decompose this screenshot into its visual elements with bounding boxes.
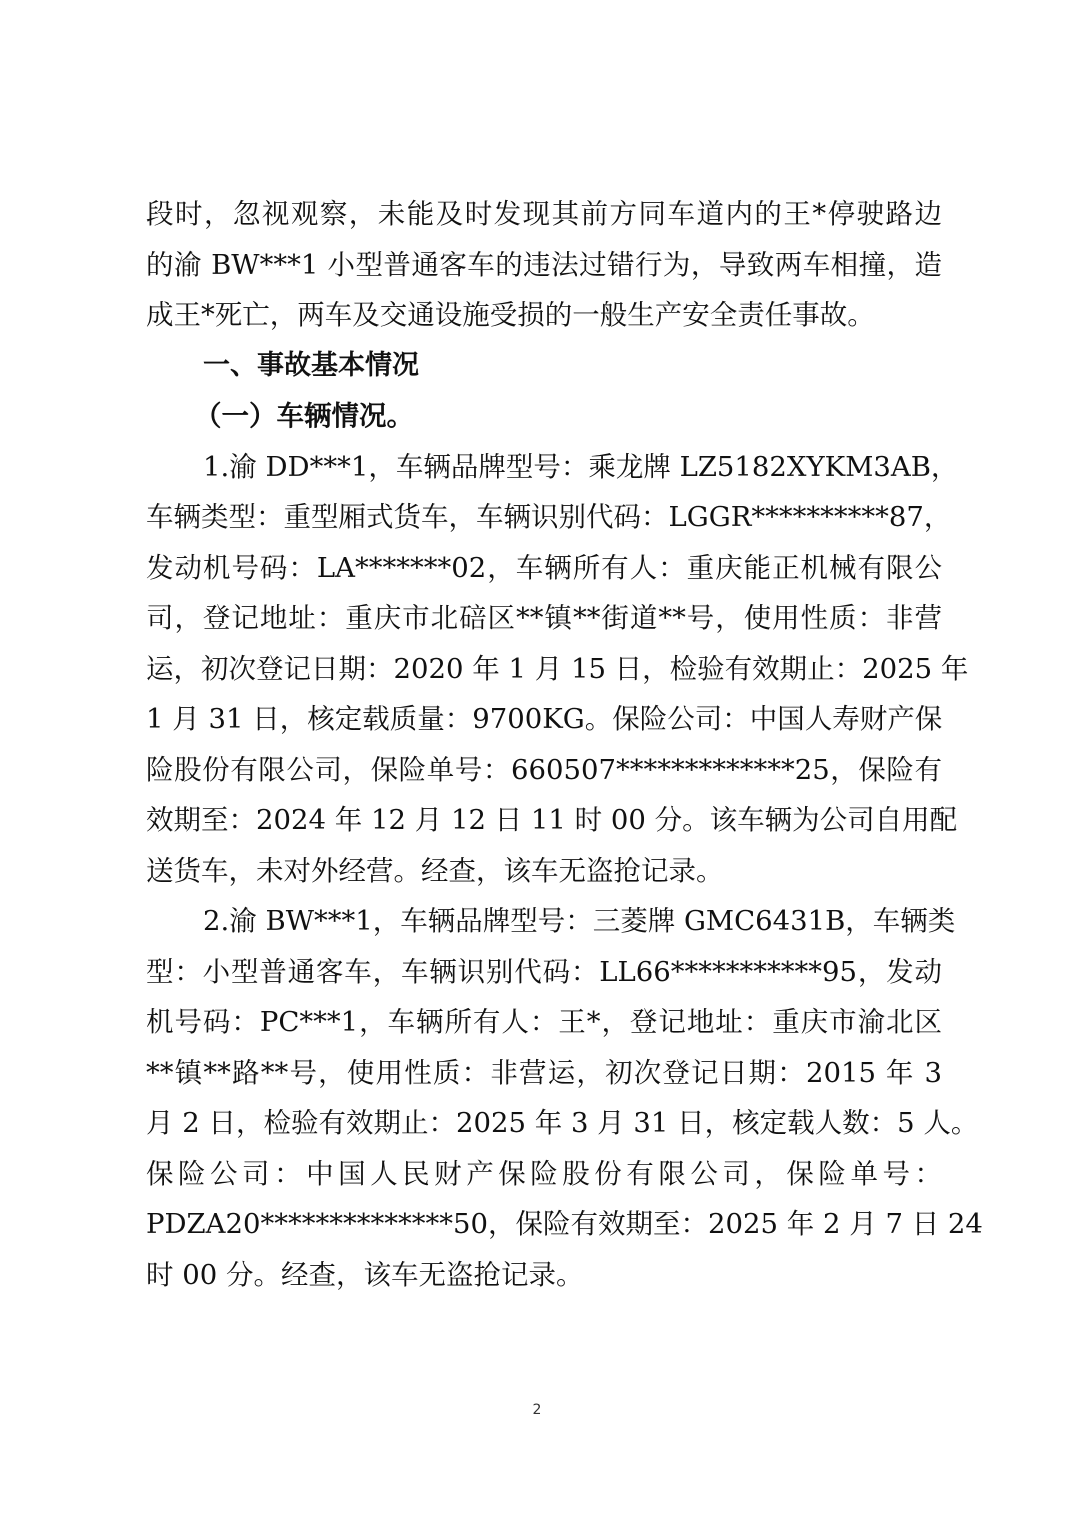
paragraph-line: 运，初次登记日期：2020 年 1 月 15 日，检验有效期止：2025 年 bbox=[146, 652, 969, 685]
section-heading: 一、事故基本情况 bbox=[203, 349, 419, 381]
document-body bbox=[146, 189, 983, 1300]
paragraph-line: 效期至：2024 年 12 月 12 日 11 时 00 分。该车辆为公司自用配 bbox=[146, 804, 958, 836]
paragraph-line: 月 2 日，检验有效期止：2025 年 3 月 31 日，核定载人数：5 人。 bbox=[146, 1107, 979, 1139]
paragraph-line: 司，登记地址：重庆市北碚区**镇**街道**号，使用性质：非营 bbox=[146, 602, 942, 634]
page-number: 2 bbox=[532, 1402, 542, 1418]
paragraph-line: **镇**路**号，使用性质：非营运，初次登记日期：2015 年 3 bbox=[146, 1056, 942, 1089]
paragraph-line: 段时，忽视观察，未能及时发现其前方同车道内的王*停驶路边 bbox=[146, 198, 942, 230]
paragraph-line: 成王*死亡，两车及交通设施受损的一般生产安全责任事故。 bbox=[146, 299, 875, 331]
paragraph-line: 1 月 31 日，核定载质量：9700KG。保险公司：中国人寿财产保 bbox=[146, 703, 943, 735]
paragraph-line: 时 00 分。经查，该车无盗抢记录。 bbox=[146, 1258, 584, 1291]
paragraph-line: 型：小型普通客车，车辆识别代码：LL66***********95，发动 bbox=[146, 955, 942, 988]
paragraph-line: 送货车，未对外经营。经查，该车无盗抢记录。 bbox=[146, 854, 724, 887]
paragraph-line: 的渝 BW***1 小型普通客车的违法过错行为，导致两车相撞，造 bbox=[146, 248, 942, 281]
subsection-heading: （一）车辆情况。 bbox=[194, 400, 414, 432]
paragraph-line: 1.渝 DD***1，车辆品牌型号：乘龙牌 LZ5182XYKM3AB， bbox=[203, 450, 959, 483]
paragraph-line: 险股份有限公司，保险单号：660507*************25，保险有 bbox=[146, 753, 942, 786]
paragraph-line: 机号码：PC***1，车辆所有人：王*，登记地址：重庆市渝北区 bbox=[146, 1006, 942, 1038]
paragraph-line: 2.渝 BW***1，车辆品牌型号：三菱牌 GMC6431B，车辆类 bbox=[203, 905, 956, 937]
paragraph-line: 保险公司：中国人民财产保险股份有限公司，保险单号： bbox=[146, 1157, 942, 1190]
paragraph-line: 车辆类型：重型厢式货车，车辆识别代码：LGGR**********87， bbox=[146, 501, 952, 533]
paragraph-line: 发动机号码：LA*******02，车辆所有人：重庆能正机械有限公 bbox=[146, 551, 942, 584]
paragraph-line: PDZA20**************50，保险有效期至：2025 年 2 月 7 日 24 bbox=[146, 1208, 983, 1240]
